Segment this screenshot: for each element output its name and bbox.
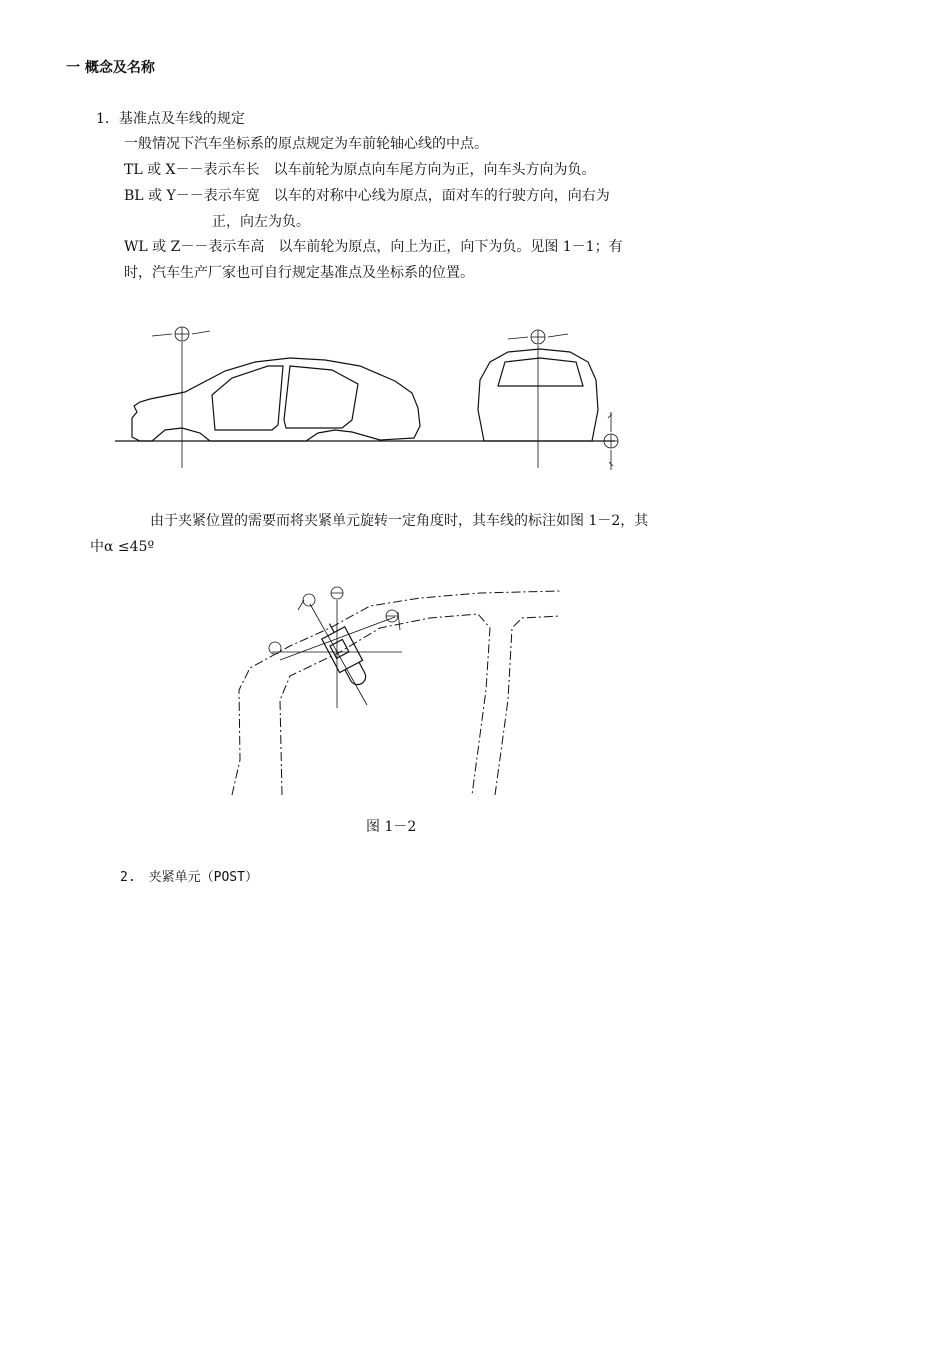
subsection-title-2: 2. 夹紧单元（POST） <box>120 870 258 885</box>
paragraph-line: 由于夹紧位置的需要而将夹紧单元旋转一定角度时，其车线的标注如图 1－2，其 <box>150 513 649 529</box>
paragraph-line: TL 或 X－－表示车长 以车前轮为原点向车尾方向为正，向车头方向为负。 <box>124 162 596 178</box>
paragraph-line: 中α ≤45º <box>90 539 155 555</box>
paragraph-line: 一般情况下汽车坐标系的原点规定为车前轮轴心线的中点。 <box>124 136 488 152</box>
paragraph-line: 时，汽车生产厂家也可自行规定基准点及坐标系的位置。 <box>124 265 474 281</box>
subsection-title-1: 1．基准点及车线的规定 <box>96 111 245 127</box>
figure-caption: 图 1－2 <box>366 819 417 835</box>
paragraph-line: 正，向左为负。 <box>212 214 310 230</box>
paragraph-line: WL 或 Z－－表示车高 以车前轮为原点，向上为正，向下为负。见图 1－1；有 <box>124 239 623 255</box>
section-heading: 一 概念及名称 <box>66 60 155 76</box>
paragraph-line: BL 或 Y－－表示车宽 以车的对称中心线为原点，面对车的行驶方向，向右为 <box>124 188 610 204</box>
